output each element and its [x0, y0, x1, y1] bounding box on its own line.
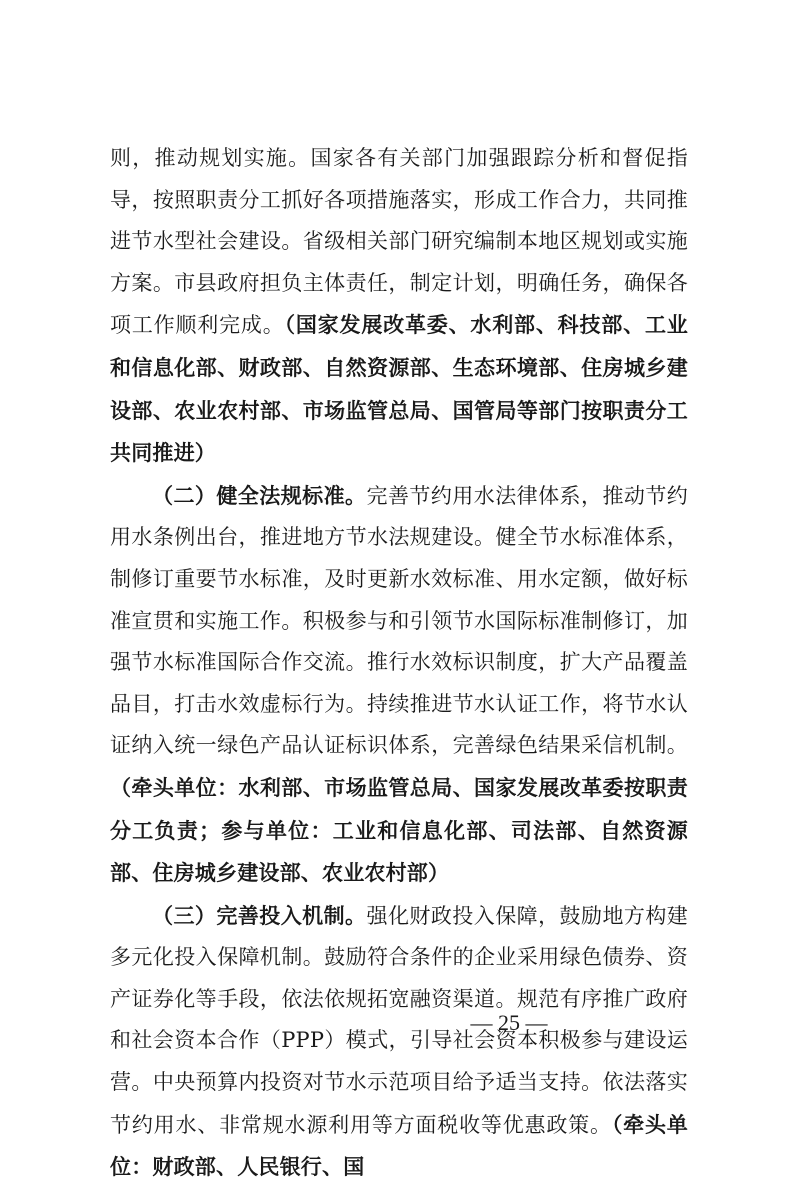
- page-number: — 25 —: [470, 1010, 548, 1035]
- section-heading-3: （三）完善投入机制。: [152, 902, 367, 928]
- paragraph-3-body: 强化财政投入保障，鼓励地方构建多元化投入保障机制。鼓励符合条件的企业采用绿色债券、资产证券化等手段，依法依规拓宽融资渠道。规范有序推广政府和社会资本合作（PPP）模式，引导社会资本积极参与建设运营。中央预算内投资对节水示范项目给予适当支持。依法落实节约用水、非常规水源利用等方面税收等优惠政策。: [110, 903, 688, 1137]
- paragraph-1-responsible-units: （国家发展改革委、水利部、科技部、工业和信息化部、财政部、自然资源部、生态环境部、住房城乡建设部、农业农村部、市场监管总局、国管局等部门按职责分工共同推进）: [110, 312, 688, 466]
- paragraph-3: [110, 895, 688, 1189]
- section-heading-2: （二）健全法规标准。: [152, 482, 367, 508]
- paragraph-2: [110, 475, 688, 895]
- paragraph-2-body: 完善节约用水法律体系，推动节约用水条例出台，推进地方节水法规建设。健全节水标准体系，制修订重要节水标准，及时更新水效标准、用水定额，做好标准宣贯和实施工作。积极参与和引领节水国际标准制修订，加强节水标准国际合作交流。推行水效标识制度，扩大产品覆盖品目，打击水效虚标行为。持续推进节水认证工作，将节水认证纳入统一绿色产品认证标识体系，完善绿色结果采信机制。: [110, 483, 688, 758]
- paragraph-2-responsible-units: （牵头单位：水利部、市场监管总局、国家发展改革委按职责分工负责；参与单位：工业和信息化部、司法部、自然资源部、住房城乡建设部、农业农村部）: [110, 774, 688, 886]
- paragraph-3-responsible-units: （牵头单位：财政部、人民银行、国: [110, 1111, 688, 1180]
- paragraph-1-body: 则，推动规划实施。国家各有关部门加强跟踪分析和督促指导，按照职责分工抓好各项措施落实，形成工作合力，共同推进节水型社会建设。省级相关部门研究编制本地区规划或实施方案。市县政府担负主体责任，制定计划，明确任务，确保各项工作顺利完成。: [110, 146, 688, 338]
- paragraph-1: [110, 138, 688, 475]
